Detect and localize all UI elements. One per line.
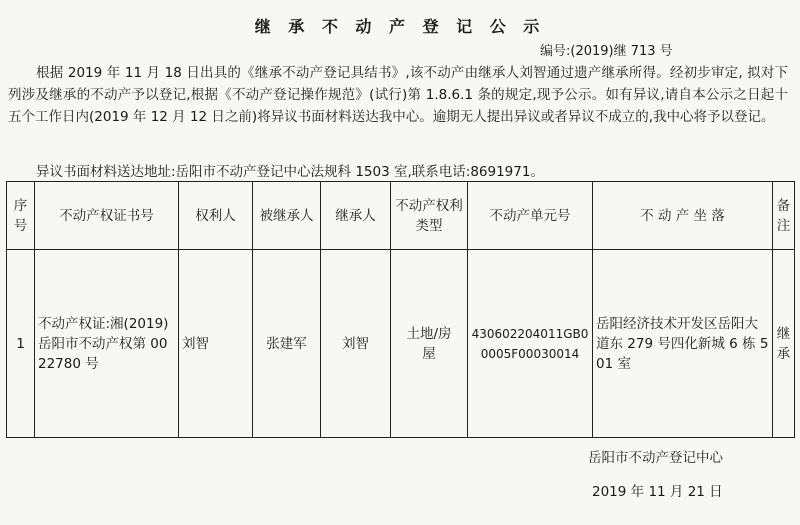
header-cert-no: 不动产权证书号 [35,182,179,250]
cell-right-holder: 刘智 [179,250,253,438]
table-row [7,250,795,438]
notice-title: 继 承 不 动 产 登 记 公 示 [254,17,546,36]
header-decedent: 被继承人 [253,182,321,250]
header-right-type: 不动产权利类型 [391,182,468,250]
notice-body [8,62,788,128]
cell-location: 岳阳经济技术开发区岳阳大道东 279 号四化新城 6 栋 501 室 [593,250,773,438]
cell-seq: 1 [7,250,35,438]
cell-right-type: 土地/房屋 [391,250,468,438]
header-location: 不 动 产 坐 落 [593,182,773,250]
property-table [6,181,795,438]
header-seq: 序号 [7,182,35,250]
issuing-organization: 岳阳市不动产登记中心 [588,450,723,466]
header-unit-no: 不动产单元号 [468,182,593,250]
header-right-holder: 权利人 [179,182,253,250]
cell-remark: 继承 [773,250,795,438]
table-header-row [7,182,795,250]
body-paragraph: 根据 2019 年 11 月 18 日出具的《继承不动产登记具结书》,该不动产由继承人刘智通过遗产继承所得。经初步审定, 拟对下列涉及继承的不动产予以登记,根据《不动产登记操作规范》(试行)第 1.8.6.1 条的规定,现予公示。如有异议,请自本公示之日起十五个工作日内(2019 年 12 月 12 日之前)将异议书面材料送达我中心。逾期无人提出异议或者异议不成立的,我中心将予以登记。 [8,65,788,125]
issue-date: 2019 年 11 月 21 日 [592,484,723,500]
header-heir: 继承人 [321,182,391,250]
cell-heir: 刘智 [321,250,391,438]
objection-address: 异议书面材料送达地址:岳阳市不动产登记中心法规科 1503 室,联系电话:8691971。 [36,164,544,180]
cell-unit-no: 430602204011GB00005F00030014 [468,250,593,438]
cell-cert-no: 不动产权证:湘(2019)岳阳市不动产权第 0022780 号 [35,250,179,438]
cell-decedent: 张建军 [253,250,321,438]
header-remark: 备注 [773,182,795,250]
document-number: 编号:(2019)继 713 号 [540,44,673,59]
